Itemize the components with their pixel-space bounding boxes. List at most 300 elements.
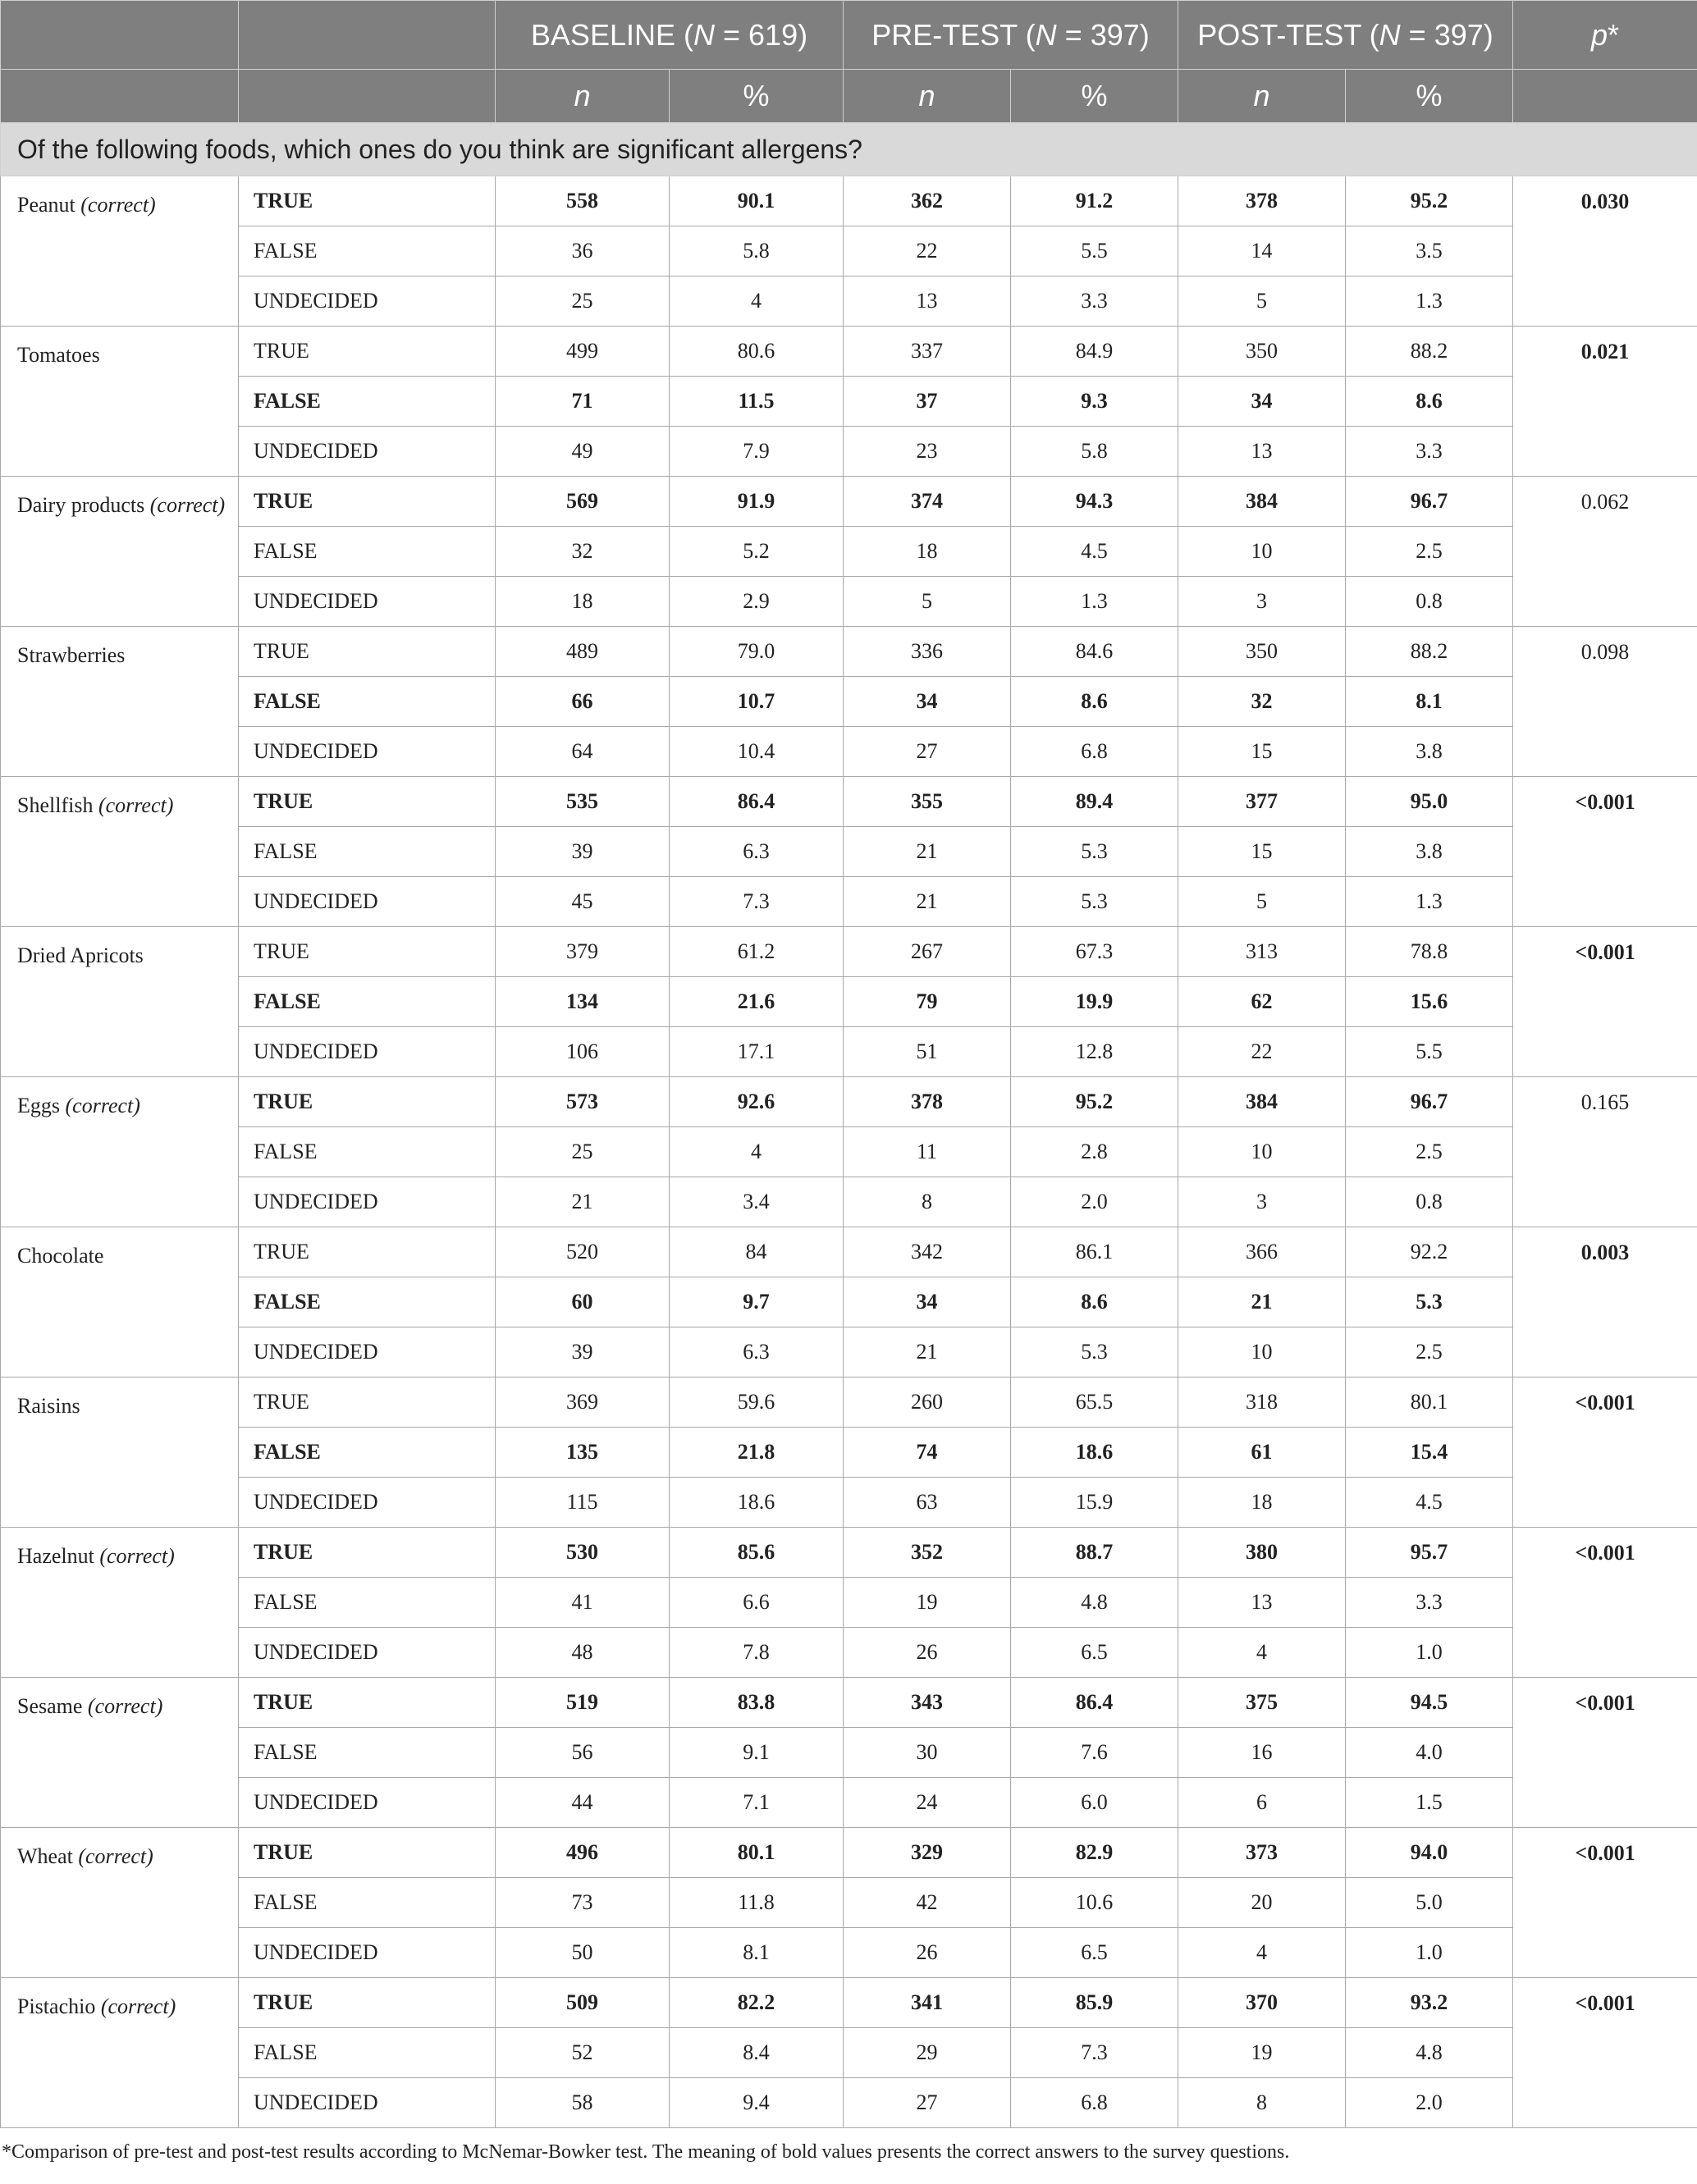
percent-cell: 79.0 <box>670 627 844 677</box>
count-cell: 329 <box>844 1828 1011 1878</box>
table-row <box>1 2028 1697 2078</box>
count-cell: 15 <box>1178 727 1346 777</box>
header-empty-cell <box>1513 70 1697 123</box>
percent-cell: 85.6 <box>670 1528 844 1578</box>
count-cell: 5 <box>1178 877 1346 927</box>
percent-cell: 5.5 <box>1346 1027 1513 1077</box>
response-label: TRUE <box>239 927 496 977</box>
count-cell: 63 <box>844 1478 1011 1528</box>
count-cell: 10 <box>1178 527 1346 577</box>
food-name-cell <box>1 1227 239 1378</box>
p-value-cell: <0.001 <box>1513 777 1697 927</box>
count-cell: 3 <box>1178 577 1346 627</box>
response-label: TRUE <box>239 1227 496 1277</box>
percent-cell: 4 <box>670 1127 844 1177</box>
header-row-subcols <box>1 70 1697 123</box>
percent-cell: 2.5 <box>1346 1127 1513 1177</box>
food-name-cell <box>1 477 239 627</box>
percent-cell: 8.1 <box>670 1928 844 1978</box>
p-value-cell: 0.030 <box>1513 176 1697 327</box>
percent-cell: 6.8 <box>1011 2078 1178 2128</box>
response-label: TRUE <box>239 777 496 827</box>
count-cell: 369 <box>496 1378 670 1428</box>
count-cell: 41 <box>496 1578 670 1628</box>
p-value-cell: <0.001 <box>1513 1978 1697 2128</box>
percent-cell: 95.2 <box>1011 1077 1178 1127</box>
count-cell: 20 <box>1178 1878 1346 1928</box>
percent-cell: 95.7 <box>1346 1528 1513 1578</box>
percent-cell: 3.4 <box>670 1177 844 1227</box>
equals: = <box>715 17 749 52</box>
subheader-n: n <box>496 70 670 123</box>
count-cell: 34 <box>1178 377 1346 427</box>
percent-cell: 4.5 <box>1011 527 1178 577</box>
section-header-row <box>1 123 1697 176</box>
percent-cell: 15.9 <box>1011 1478 1178 1528</box>
count-cell: 313 <box>1178 927 1346 977</box>
percent-cell: 3.3 <box>1011 276 1178 327</box>
count-cell: 8 <box>844 1177 1011 1227</box>
food-name-cell <box>1 627 239 777</box>
count-cell: 50 <box>496 1928 670 1978</box>
food-name: Tomatoes <box>17 343 100 367</box>
food-name-cell <box>1 1378 239 1528</box>
table-row <box>1 1177 1697 1227</box>
percent-cell: 94.0 <box>1346 1828 1513 1878</box>
group-name: PRE-TEST <box>871 17 1018 52</box>
percent-cell: 7.8 <box>670 1628 844 1678</box>
count-cell: 384 <box>1178 477 1346 527</box>
table-row <box>1 1378 1697 1428</box>
count-cell: 135 <box>496 1428 670 1478</box>
count-cell: 18 <box>496 577 670 627</box>
count-cell: 52 <box>496 2028 670 2078</box>
count-cell: 337 <box>844 327 1011 377</box>
table-row <box>1 1728 1697 1778</box>
count-cell: 352 <box>844 1528 1011 1578</box>
count-cell: 34 <box>844 677 1011 727</box>
count-cell: 25 <box>496 276 670 327</box>
percent-cell: 85.9 <box>1011 1978 1178 2028</box>
percent-cell: 95.0 <box>1346 777 1513 827</box>
count-cell: 378 <box>1178 176 1346 226</box>
count-cell: 10 <box>1178 1327 1346 1378</box>
food-name: Shellfish <box>17 793 94 817</box>
response-label: TRUE <box>239 477 496 527</box>
count-cell: 21 <box>844 1327 1011 1378</box>
table-row <box>1 827 1697 877</box>
response-label: TRUE <box>239 1978 496 2028</box>
count-cell: 378 <box>844 1077 1011 1127</box>
percent-cell: 6.8 <box>1011 727 1178 777</box>
percent-cell: 4 <box>670 276 844 327</box>
response-label: FALSE <box>239 1878 496 1928</box>
percent-cell: 92.2 <box>1346 1227 1513 1277</box>
percent-cell: 8.6 <box>1346 377 1513 427</box>
response-label: UNDECIDED <box>239 877 496 927</box>
percent-cell: 9.4 <box>670 2078 844 2128</box>
count-cell: 13 <box>1178 427 1346 477</box>
count-cell: 267 <box>844 927 1011 977</box>
count-cell: 48 <box>496 1628 670 1678</box>
percent-cell: 3.5 <box>1346 226 1513 276</box>
percent-cell: 17.1 <box>670 1027 844 1077</box>
count-cell: 374 <box>844 477 1011 527</box>
percent-cell: 2.8 <box>1011 1127 1178 1177</box>
response-label: FALSE <box>239 226 496 276</box>
response-label: FALSE <box>239 1728 496 1778</box>
table-row <box>1 176 1697 226</box>
percent-cell: 1.3 <box>1346 276 1513 327</box>
p-value-cell: 0.098 <box>1513 627 1697 777</box>
table-row <box>1 1327 1697 1378</box>
section-title: Of the following foods, which ones do you think are significant allergens? <box>1 123 1697 176</box>
food-name: Wheat <box>17 1844 73 1868</box>
count-cell: 39 <box>496 1327 670 1378</box>
count-cell: 11 <box>844 1127 1011 1177</box>
percent-cell: 84.6 <box>1011 627 1178 677</box>
header-group-baseline: BASELINE (N = 619) <box>496 1 844 70</box>
count-cell: 5 <box>844 577 1011 627</box>
food-name: Raisins <box>17 1394 80 1418</box>
food-name-cell <box>1 1678 239 1828</box>
percent-cell: 10.6 <box>1011 1878 1178 1928</box>
count-cell: 8 <box>1178 2078 1346 2128</box>
response-label: FALSE <box>239 2028 496 2078</box>
header-row-groups <box>1 1 1697 70</box>
table-row <box>1 1978 1697 2028</box>
percent-cell: 80.1 <box>670 1828 844 1878</box>
count-cell: 520 <box>496 1227 670 1277</box>
percent-cell: 5.8 <box>670 226 844 276</box>
header-empty-cell <box>239 70 496 123</box>
count-cell: 39 <box>496 827 670 877</box>
count-cell: 36 <box>496 226 670 276</box>
percent-cell: 10.4 <box>670 727 844 777</box>
correct-tag: (correct) <box>100 1994 176 2018</box>
percent-cell: 89.4 <box>1011 777 1178 827</box>
table-row <box>1 877 1697 927</box>
count-cell: 25 <box>496 1127 670 1177</box>
response-label: FALSE <box>239 527 496 577</box>
count-cell: 37 <box>844 377 1011 427</box>
percent-cell: 86.4 <box>670 777 844 827</box>
equals: = <box>1056 17 1091 52</box>
percent-cell: 15.4 <box>1346 1428 1513 1478</box>
count-cell: 13 <box>844 276 1011 327</box>
n-symbol: N <box>1035 17 1057 52</box>
percent-cell: 84 <box>670 1227 844 1277</box>
table-row <box>1 727 1697 777</box>
response-label: TRUE <box>239 1378 496 1428</box>
table-row <box>1 777 1697 827</box>
count-cell: 45 <box>496 877 670 927</box>
table-row <box>1 1778 1697 1828</box>
count-cell: 4 <box>1178 1928 1346 1978</box>
food-name: Sesame <box>17 1694 83 1718</box>
food-name: Peanut <box>17 193 75 217</box>
percent-cell: 86.4 <box>1011 1678 1178 1728</box>
percent-cell: 6.0 <box>1011 1778 1178 1828</box>
table-row <box>1 427 1697 477</box>
response-label: UNDECIDED <box>239 1628 496 1678</box>
count-cell: 569 <box>496 477 670 527</box>
table-row <box>1 577 1697 627</box>
count-cell: 377 <box>1178 777 1346 827</box>
food-name: Hazelnut <box>17 1544 94 1568</box>
response-label: UNDECIDED <box>239 276 496 327</box>
percent-cell: 88.7 <box>1011 1528 1178 1578</box>
count-cell: 18 <box>1178 1478 1346 1528</box>
percent-cell: 5.2 <box>670 527 844 577</box>
response-label: UNDECIDED <box>239 1027 496 1077</box>
n-symbol: N <box>693 17 715 52</box>
count-cell: 373 <box>1178 1828 1346 1878</box>
table-row <box>1 377 1697 427</box>
count-cell: 60 <box>496 1277 670 1327</box>
percent-cell: 2.0 <box>1346 2078 1513 2128</box>
response-label: FALSE <box>239 377 496 427</box>
table-footnote: *Comparison of pre-test and post-test results according to McNemar-Bowker test. The meaning of bold values presents the correct answers to the survey questions. <box>2 2141 1290 2163</box>
equals: = <box>1400 17 1434 52</box>
table-row <box>1 627 1697 677</box>
percent-cell: 19.9 <box>1011 977 1178 1027</box>
count-cell: 74 <box>844 1428 1011 1478</box>
percent-cell: 78.8 <box>1346 927 1513 977</box>
response-label: TRUE <box>239 627 496 677</box>
percent-cell: 7.9 <box>670 427 844 477</box>
food-name: Dairy products <box>17 493 145 517</box>
food-name: Eggs <box>17 1094 60 1117</box>
percent-cell: 15.6 <box>1346 977 1513 1027</box>
table-row <box>1 1928 1697 1978</box>
table-row <box>1 1478 1697 1528</box>
table-row <box>1 1678 1697 1728</box>
count-cell: 499 <box>496 327 670 377</box>
table-row <box>1 2078 1697 2128</box>
percent-cell: 7.1 <box>670 1778 844 1828</box>
percent-cell: 6.3 <box>670 1327 844 1378</box>
food-name: Chocolate <box>17 1244 104 1268</box>
count-cell: 318 <box>1178 1378 1346 1428</box>
count-cell: 42 <box>844 1878 1011 1928</box>
count-cell: 73 <box>496 1878 670 1928</box>
header-empty-cell <box>1 1 239 70</box>
response-label: TRUE <box>239 176 496 226</box>
table-row <box>1 677 1697 727</box>
response-label: FALSE <box>239 1428 496 1478</box>
percent-cell: 4.5 <box>1346 1478 1513 1528</box>
correct-tag: (correct) <box>78 1844 153 1868</box>
count-cell: 24 <box>844 1778 1011 1828</box>
percent-cell: 61.2 <box>670 927 844 977</box>
count-cell: 13 <box>1178 1578 1346 1628</box>
count-cell: 342 <box>844 1227 1011 1277</box>
count-cell: 21 <box>496 1177 670 1227</box>
response-label: UNDECIDED <box>239 427 496 477</box>
count-cell: 489 <box>496 627 670 677</box>
count-cell: 21 <box>1178 1277 1346 1327</box>
percent-cell: 59.6 <box>670 1378 844 1428</box>
count-cell: 22 <box>1178 1027 1346 1077</box>
count-cell: 71 <box>496 377 670 427</box>
count-cell: 19 <box>844 1578 1011 1628</box>
percent-cell: 18.6 <box>1011 1428 1178 1478</box>
table-row <box>1 1878 1697 1928</box>
count-cell: 51 <box>844 1027 1011 1077</box>
p-value-cell: 0.021 <box>1513 327 1697 477</box>
response-label: TRUE <box>239 1528 496 1578</box>
table-row <box>1 1227 1697 1277</box>
percent-cell: 0.8 <box>1346 1177 1513 1227</box>
count-cell: 370 <box>1178 1978 1346 2028</box>
percent-cell: 9.3 <box>1011 377 1178 427</box>
percent-cell: 0.8 <box>1346 577 1513 627</box>
percent-cell: 1.0 <box>1346 1628 1513 1678</box>
count-cell: 336 <box>844 627 1011 677</box>
percent-cell: 3.3 <box>1346 1578 1513 1628</box>
response-label: FALSE <box>239 677 496 727</box>
count-cell: 27 <box>844 727 1011 777</box>
count-cell: 44 <box>496 1778 670 1828</box>
percent-cell: 4.8 <box>1346 2028 1513 2078</box>
count-cell: 32 <box>1178 677 1346 727</box>
count-cell: 66 <box>496 677 670 727</box>
count-cell: 4 <box>1178 1628 1346 1678</box>
count-cell: 27 <box>844 2078 1011 2128</box>
percent-cell: 67.3 <box>1011 927 1178 977</box>
percent-cell: 8.4 <box>670 2028 844 2078</box>
p-value-cell: <0.001 <box>1513 1828 1697 1978</box>
percent-cell: 82.2 <box>670 1978 844 2028</box>
count-cell: 61 <box>1178 1428 1346 1478</box>
subheader-percent: % <box>1346 70 1513 123</box>
percent-cell: 5.3 <box>1011 877 1178 927</box>
count-cell: 22 <box>844 226 1011 276</box>
percent-cell: 4.8 <box>1011 1578 1178 1628</box>
percent-cell: 2.5 <box>1346 1327 1513 1378</box>
count-cell: 341 <box>844 1978 1011 2028</box>
response-label: TRUE <box>239 327 496 377</box>
count-cell: 16 <box>1178 1728 1346 1778</box>
percent-cell: 90.1 <box>670 176 844 226</box>
count-cell: 58 <box>496 2078 670 2128</box>
percent-cell: 3.8 <box>1346 727 1513 777</box>
percent-cell: 88.2 <box>1346 327 1513 377</box>
response-label: UNDECIDED <box>239 1778 496 1828</box>
percent-cell: 12.8 <box>1011 1027 1178 1077</box>
count-cell: 355 <box>844 777 1011 827</box>
percent-cell: 83.8 <box>670 1678 844 1728</box>
table-row <box>1 527 1697 577</box>
count-cell: 375 <box>1178 1678 1346 1728</box>
count-cell: 21 <box>844 877 1011 927</box>
correct-tag: (correct) <box>149 493 226 517</box>
table-row <box>1 1578 1697 1628</box>
response-label: TRUE <box>239 1828 496 1878</box>
percent-cell: 2.9 <box>670 577 844 627</box>
count-cell: 32 <box>496 527 670 577</box>
group-name: POST-TEST <box>1197 17 1361 52</box>
p-value-cell: <0.001 <box>1513 1378 1697 1528</box>
p-value-cell: <0.001 <box>1513 1678 1697 1828</box>
percent-cell: 8.6 <box>1011 1277 1178 1327</box>
table-row <box>1 927 1697 977</box>
header-empty-cell <box>239 1 496 70</box>
group-n: 397 <box>1090 17 1140 52</box>
count-cell: 384 <box>1178 1077 1346 1127</box>
count-cell: 62 <box>1178 977 1346 1027</box>
table-row <box>1 1127 1697 1177</box>
count-cell: 519 <box>496 1678 670 1728</box>
percent-cell: 7.3 <box>670 877 844 927</box>
count-cell: 18 <box>844 527 1011 577</box>
percent-cell: 91.9 <box>670 477 844 527</box>
percent-cell: 95.2 <box>1346 176 1513 226</box>
percent-cell: 21.6 <box>670 977 844 1027</box>
percent-cell: 7.6 <box>1011 1728 1178 1778</box>
count-cell: 26 <box>844 1628 1011 1678</box>
count-cell: 3 <box>1178 1177 1346 1227</box>
food-name-cell <box>1 1077 239 1227</box>
percent-cell: 91.2 <box>1011 176 1178 226</box>
percent-cell: 9.1 <box>670 1728 844 1778</box>
correct-tag: (correct) <box>65 1094 140 1117</box>
table-row <box>1 1828 1697 1878</box>
food-name-cell <box>1 176 239 327</box>
count-cell: 509 <box>496 1978 670 2028</box>
count-cell: 366 <box>1178 1227 1346 1277</box>
response-label: TRUE <box>239 1077 496 1127</box>
percent-cell: 86.1 <box>1011 1227 1178 1277</box>
response-label: UNDECIDED <box>239 577 496 627</box>
subheader-n: n <box>844 70 1011 123</box>
count-cell: 30 <box>844 1728 1011 1778</box>
correct-tag: (correct) <box>98 793 174 817</box>
count-cell: 23 <box>844 427 1011 477</box>
response-label: FALSE <box>239 1277 496 1327</box>
response-label: FALSE <box>239 827 496 877</box>
subheader-percent: % <box>1011 70 1178 123</box>
response-label: UNDECIDED <box>239 1327 496 1378</box>
food-name-cell <box>1 777 239 927</box>
percent-cell: 94.3 <box>1011 477 1178 527</box>
table-row <box>1 1528 1697 1578</box>
table-row <box>1 1277 1697 1327</box>
table-row <box>1 1027 1697 1077</box>
p-value-cell: 0.062 <box>1513 477 1697 627</box>
count-cell: 535 <box>496 777 670 827</box>
percent-cell: 80.6 <box>670 327 844 377</box>
table-row <box>1 1428 1697 1478</box>
percent-cell: 80.1 <box>1346 1378 1513 1428</box>
correct-tag: (correct) <box>87 1694 163 1718</box>
percent-cell: 2.5 <box>1346 527 1513 577</box>
count-cell: 573 <box>496 1077 670 1127</box>
percent-cell: 11.8 <box>670 1878 844 1928</box>
response-label: FALSE <box>239 1127 496 1177</box>
count-cell: 6 <box>1178 1778 1346 1828</box>
count-cell: 26 <box>844 1928 1011 1978</box>
count-cell: 106 <box>496 1027 670 1077</box>
percent-cell: 6.3 <box>670 827 844 877</box>
percent-cell: 1.5 <box>1346 1778 1513 1828</box>
percent-cell: 10.7 <box>670 677 844 727</box>
count-cell: 15 <box>1178 827 1346 877</box>
food-name-cell <box>1 1978 239 2128</box>
count-cell: 49 <box>496 427 670 477</box>
response-label: UNDECIDED <box>239 1478 496 1528</box>
